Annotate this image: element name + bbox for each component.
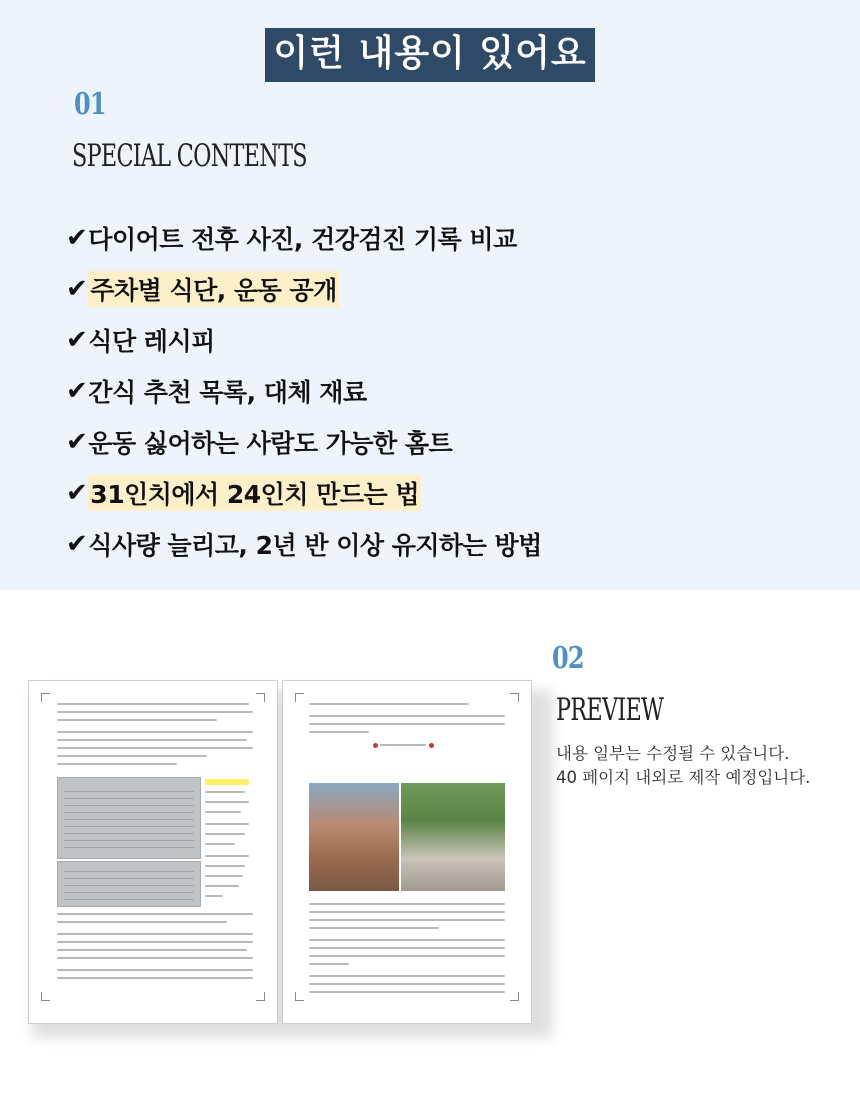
- crop-mark: [295, 992, 304, 1001]
- page-title: 이런 내용이 있어요: [265, 28, 594, 82]
- preview-book-spread: [24, 680, 544, 1030]
- checkmark-icon: ✔: [66, 273, 88, 304]
- checkmark-icon: ✔: [66, 477, 88, 508]
- list-item-text: 식단 레시피: [88, 326, 215, 356]
- preview-page-right: [282, 680, 532, 1024]
- list-item: [66, 467, 542, 518]
- preview-page-left: [28, 680, 278, 1024]
- list-item: [66, 365, 542, 416]
- health-record-photo: [57, 861, 201, 907]
- contents-list: [66, 212, 542, 569]
- checkmark-icon: ✔: [66, 426, 88, 457]
- list-item-text: 다이어트 전후 사진, 건강검진 기록 비교: [88, 224, 517, 254]
- title-wrap: [0, 28, 860, 82]
- crop-mark: [295, 693, 304, 702]
- crop-mark: [41, 693, 50, 702]
- list-item: [66, 263, 542, 314]
- list-item-text-highlighted: 31인치에서 24인치 만드는 법: [88, 475, 421, 511]
- health-record-photo: [57, 777, 201, 859]
- crop-mark: [256, 693, 265, 702]
- preview-description-line: 내용 일부는 수정될 수 있습니다.: [556, 744, 790, 763]
- checkmark-icon: ✔: [66, 375, 88, 406]
- crop-mark: [256, 992, 265, 1001]
- list-item: [66, 416, 542, 467]
- list-item-text: 간식 추천 목록, 대체 재료: [88, 377, 367, 407]
- after-travel-photo: [401, 783, 505, 891]
- section-heading-preview: PREVIEW: [556, 692, 664, 728]
- section-heading-special-contents: SPECIAL CONTENTS: [72, 138, 307, 174]
- preview-description-line: 40 페이지 내외로 제작 예정입니다.: [556, 768, 811, 787]
- checkmark-icon: ✔: [66, 324, 88, 355]
- list-item: [66, 314, 542, 365]
- list-item-text: 식사량 늘리고, 2년 반 이상 유지하는 방법: [88, 530, 542, 560]
- crop-mark: [41, 992, 50, 1001]
- crop-mark: [510, 992, 519, 1001]
- crop-mark: [510, 693, 519, 702]
- section-number-01: 01: [74, 87, 106, 122]
- section-number-02: 02: [552, 641, 584, 676]
- preview-description: [556, 742, 810, 790]
- list-item-text-highlighted: 주차별 식단, 운동 공개: [88, 271, 338, 307]
- checkmark-icon: ✔: [66, 222, 88, 253]
- checkmark-icon: ✔: [66, 528, 88, 559]
- list-item: [66, 212, 542, 263]
- list-item: [66, 518, 542, 569]
- before-travel-photo: [309, 783, 399, 891]
- list-item-text: 운동 싫어하는 사람도 가능한 홈트: [88, 428, 453, 458]
